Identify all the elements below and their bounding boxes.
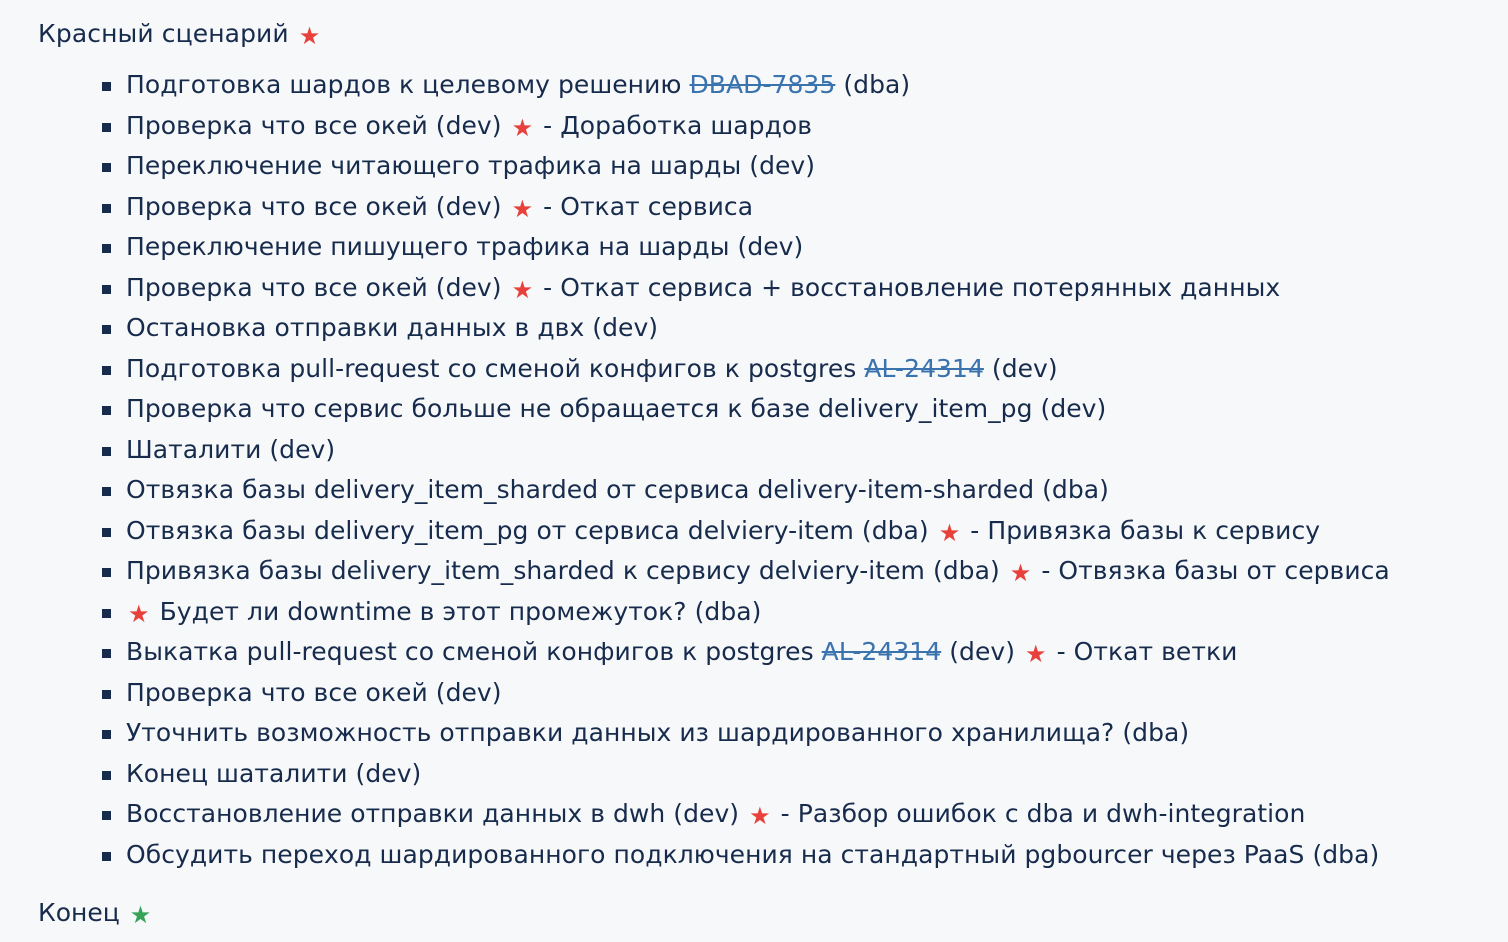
list-item-rollback-note: - Откат сервиса + восстановление потерянных данных — [535, 272, 1281, 302]
list-item-text: Отвязка базы delivery_item_pg от сервиса delviery-item (dba) — [126, 515, 937, 545]
footer-text: Конец — [38, 898, 120, 928]
red-star-icon: ★ — [511, 194, 534, 223]
list-item[interactable] — [100, 835, 1478, 876]
red-star-icon: ★ — [749, 802, 771, 831]
list-item-text: Уточнить возможность отправки данных из шардированного хранилища? (dba) — [126, 718, 1190, 748]
list-item[interactable] — [100, 470, 1478, 511]
list-item[interactable] — [100, 106, 1478, 147]
list-item[interactable] — [100, 430, 1478, 471]
list-item-text-post: (dba) — [835, 70, 911, 100]
list-item[interactable] — [100, 632, 1478, 673]
red-star-icon: ★ — [938, 518, 961, 547]
list-item-rollback-note: - Разбор ошибок с dba и dwh-integration — [772, 799, 1306, 829]
list-item-text-post: (dev) — [941, 637, 1024, 667]
list-item-text: Переключение читающего трафика на шарды (dev) — [126, 151, 816, 181]
list-item-rollback-note: Будет ли downtime в этот промежуток? (dba) — [151, 596, 762, 626]
page-title — [38, 18, 1478, 49]
list-item-text: Проверка что сервис больше не обращается к базе delivery_item_pg (dev) — [126, 394, 1107, 424]
list-item-text: Проверка что все окей (dev) — [126, 272, 510, 302]
list-item-rollback-note: - Отвязка базы от сервиса — [1033, 556, 1390, 586]
list-item[interactable] — [100, 673, 1478, 714]
red-star-icon: ★ — [511, 113, 534, 142]
list-item-text: Выкатка pull-request со сменой конфигов к postgres — [126, 637, 822, 667]
list-item[interactable] — [100, 308, 1478, 349]
list-item-rollback-note: - Доработка шардов — [535, 110, 813, 140]
checklist — [38, 65, 1478, 875]
list-item[interactable] — [100, 349, 1478, 390]
red-star-icon: ★ — [1025, 640, 1047, 669]
list-item[interactable] — [100, 187, 1478, 228]
list-item-text: Подготовка pull-request со сменой конфигов к postgres — [126, 353, 865, 383]
list-item-text: Восстановление отправки данных в dwh (dev) — [126, 799, 748, 829]
list-item-text: Шаталити (dev) — [126, 434, 336, 464]
footer-label — [38, 897, 1478, 928]
list-item-text: Проверка что все окей (dev) — [126, 191, 510, 221]
list-item[interactable] — [100, 794, 1478, 835]
list-item-text: Подготовка шардов к целевому решению — [126, 70, 690, 100]
list-item[interactable] — [100, 592, 1478, 633]
list-item-text: Проверка что все окей (dev) — [126, 110, 510, 140]
list-item[interactable] — [100, 268, 1478, 309]
list-item-text: Конец шаталити (dev) — [126, 758, 422, 788]
list-item-text-post: (dev) — [983, 353, 1058, 383]
list-item[interactable] — [100, 754, 1478, 795]
page-title-text: Красный сценарий — [38, 19, 289, 48]
red-star-icon: ★ — [511, 275, 534, 304]
list-item[interactable] — [100, 511, 1478, 552]
red-star-icon: ★ — [1009, 559, 1032, 588]
ticket-link[interactable]: DBAD-7835 — [689, 70, 836, 100]
list-item[interactable] — [100, 227, 1478, 268]
green-star-icon: ★ — [129, 901, 152, 930]
list-item[interactable] — [100, 146, 1478, 187]
list-item-text: Переключение пишущего трафика на шарды (dev) — [126, 232, 804, 262]
list-item-text: Обсудить переход шардированного подключения на стандартный pgbourcer через PaaS (dba) — [126, 839, 1380, 869]
list-item[interactable] — [100, 713, 1478, 754]
ticket-link[interactable]: AL-24314 — [864, 353, 984, 383]
list-item[interactable] — [100, 551, 1478, 592]
list-item-rollback-note: - Откат сервиса — [535, 191, 754, 221]
list-item-text: Отвязка базы delivery_item_sharded от сервиса delivery-item-sharded (dba) — [126, 475, 1109, 505]
ticket-link[interactable]: AL-24314 — [821, 637, 942, 667]
red-star-icon: ★ — [128, 599, 150, 628]
list-item-rollback-note: - Откат ветки — [1048, 637, 1238, 667]
list-item[interactable] — [100, 389, 1478, 430]
list-item-text: Проверка что все окей (dev) — [126, 677, 502, 707]
list-item-rollback-note: - Привязка базы к сервису — [962, 515, 1321, 545]
list-item-text: Остановка отправки данных в двх (dev) — [126, 313, 659, 343]
red-star-icon: ★ — [298, 22, 321, 50]
list-item-text: Привязка базы delivery_item_sharded к сервису delviery-item (dba) — [126, 556, 1008, 586]
list-item[interactable] — [100, 65, 1478, 106]
